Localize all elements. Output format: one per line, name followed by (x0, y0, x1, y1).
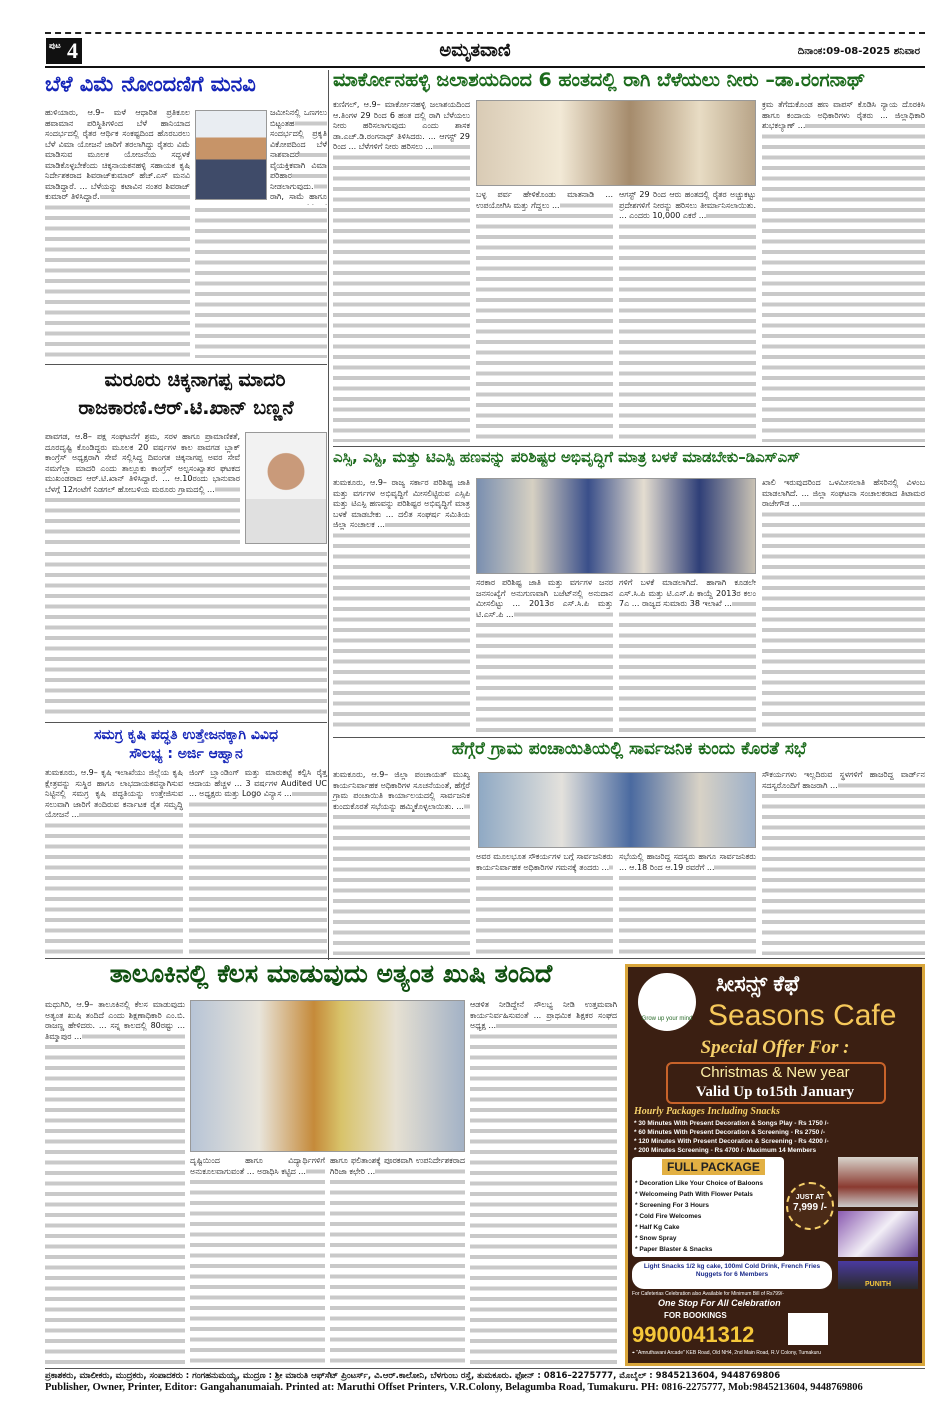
imprint-english: Publisher, Owner, Printer, Editor: Gangahanumaiah. Printed at: Maruthi Offset Printers, V.R.Colony, Belagumba Road, Tumakuru. PH: 0816-2275777, Mob:9845213604, 9448769806 (45, 1382, 863, 1393)
balloon-decor-photo (838, 1211, 918, 1257)
column-divider (328, 70, 329, 960)
article-body-col2 (476, 852, 613, 955)
article-body-col3 (619, 190, 756, 442)
article-text: ಕ್ರಮ ತೆಗೆದುಕೊಂಡ ಹಣ ವಾಪಸ್ ಕೊಡಿಸಿ ನ್ಯಾಯ ದೊರಕಿಸಿ ಹಾಗೂ ಕಂದಾಯ ಅಧಿಕಾರಿಗಳು ರೈತರು ... ಜಿಲ್ಲಾಧಿಕಾರಿ ಶುಭಕಲ್ಯಾಣ್ ... (762, 100, 925, 130)
photo-caption: PUNITH (864, 1281, 892, 1288)
article-text: ದೃಷ್ಟಿಯಿಂದ ಹಾಗೂ ವಿದ್ಯಾರ್ಥಿಗಳಿಗೆ ಅನುಕೂಲವಾಗುವಂತೆ ... ಅರಾಧಿಸಿ ಕಟ್ಟಿದ ... (190, 1156, 325, 1176)
article-body-col1 (45, 1000, 185, 1365)
brand-kannada: ಸೀಸನ್ಸ್ ಕೆಫೆ (716, 971, 800, 996)
package-item: * 120 Minutes With Present Decoration & Screening - Rs 4200 /- (634, 1138, 829, 1145)
meeting-photo (476, 100, 756, 186)
article-body-col1 (333, 100, 470, 442)
article-side-text (270, 108, 327, 203)
article-body-col4 (470, 1000, 617, 1365)
cafe-address (632, 1350, 920, 1357)
headline-taluk-work: ತಾಲೂಕಿನಲ್ಲಿ ಕೆಲಸ ಮಾಡುವುದು ಅತ್ಯಂತ ಖುಷಿ ತಂದಿದೆ (109, 959, 553, 988)
page-label: ಪುಟ (49, 41, 61, 50)
article-body-col2 (189, 768, 327, 956)
logo-tagline: Grow up your mind (641, 1016, 693, 1022)
article-text: ಅವರ ಮೂಲಭೂತ ಸೌಕರ್ಯಗಳ ಬಗ್ಗೆ ಸಾರ್ವಜನಿಕರು ಕಾರ್ಯನಿರ್ವಾಹಕ ಅಧಿಕಾರಿಗಳ ಗಮನಕ್ಕೆ ತಂದರು ... (476, 852, 613, 872)
price: 7,999 /- (793, 1202, 827, 1213)
article-text: ಪಾವಗಡ, ಆ.8– ಪಕ್ಷ ಸಂಘಟನೆಗೆ ಶ್ರಮ, ಸರಳ ಹಾಗೂ ಪ್ರಾಮಾಣಿಕತೆ, ದೂರದೃಷ್ಟಿ ಕೊಂಡಿದ್ದರು ಮೂಲಕ 20 ವರ್ಷಗಳ ಕಾಲ ಪಾವಗಡ ಬ್ಲಾಕ್ ಕಾಂಗ್ರೆಸ್ ಅಧ್ಯಕ್ಷರಾಗಿ ಸೇವೆ ಸಲ್ಲಿಸಿದ್ದ ದಿವಂಗತ ಚಿಕ್ಕನಾಗಪ್ಪ ಅವರ ಸೇವೆ ನಮಗೆಲ್ಲಾ ಮಾದರಿ ಎಂದು ತಾಲ್ಲೂಕು ಕಾಂಗ್ರೆಸ್ ಅಲ್ಪಸಂಖ್ಯಾತರ ಘಟಕದ ಮುಖಂಡರಾದ ಆರ್.ಟಿ.ಖಾನ್ ತಿಳಿಸಿದ್ದಾರೆ. ... ಆ.10ರಂದು ಭಾನುವಾರ ಬೆಳಗ್ಗೆ 12ಗಂಟೆಗೆ ನಿಡಗಲ್ ಹೋಬಳಿಯ ಮರೂರು ಗ್ರಾಮದಲ್ಲಿ ... (45, 432, 240, 494)
offer-title: Special Offer For : (700, 1037, 850, 1058)
location-pin-icon: ⌖ (632, 1350, 637, 1356)
full-package-item: * Half Kg Cake (635, 1224, 680, 1231)
portrait-photo-rt-khan (245, 432, 327, 544)
address-text: "Amruthavani Arcade" KEB Road, Old NH4, 2nd Main Road, R.V Colony, Tumakuru (636, 1350, 821, 1356)
snacks-box: Light Snacks 1/2 kg cake, 100ml Cold Drink, French Fries Nuggets for 6 Members (632, 1261, 832, 1289)
full-package-item: * Snow Spray (635, 1235, 677, 1242)
full-package-item: * Decoration Like Your Choice of Baloons (635, 1180, 763, 1187)
article-body-rt-khan (45, 432, 240, 547)
headline-dss: ಎಸ್ಸಿ, ಎಸ್ಟಿ, ಮತ್ತು ಟಿಎಸ್ಪಿ ಹಣವನ್ನು ಪರಿಶಿಷ್ಟರ ಅಭಿವೃದ್ಧಿಗೆ ಮಾತ್ರ ಬಳಕೆ ಮಾಡಬೇಕು–ಡಿಎಸ್‌ಎಸ್ (333, 448, 801, 466)
article-body-col1 (333, 770, 470, 955)
divider (333, 446, 925, 447)
article-text: ಸಭೆಯಲ್ಲಿ ಹಾಜರಿದ್ದ ಸದಸ್ಯರು ಹಾಗೂ ಸಾರ್ವಜನಿಕರು ... ಆ.18 ರಿಂದ ಆ.19 ರವರೆಗೆ ... (619, 852, 756, 872)
full-package-item: * Screening For 3 Hours (635, 1202, 710, 1209)
seasons-cafe-advertisement (625, 964, 925, 1366)
price-label: JUST AT (795, 1194, 825, 1201)
article-body-col4 (762, 100, 925, 442)
article-text: ಮಧುಗಿರಿ, ಆ.9– ತಾಲೂಕಿನಲ್ಲಿ ಕೆಲಸ ಮಾಡುವುದು ಅತ್ಯಂತ ಖುಷಿ ತಂದಿದೆ ಎಂದು ಶಿಕ್ಷಣಾಧಿಕಾರಿ ಎಂ.ಬಿ. ರಾಜಣ್ಣ ಹೇಳಿದರು. ... ಸನ್ನ ಕಾಲದಲ್ಲಿ 80ರಷ್ಟು ... ತಿಮ್ಮಾಪುರ ... (45, 1000, 185, 1041)
article-text: ತುಮಕೂರು, ಆ.9– ಜಿಲ್ಲಾ ಪಂಚಾಯತ್ ಮುಖ್ಯ ಕಾರ್ಯನಿರ್ವಾಹಕ ಅಧಿಕಾರಿಗಳ ಸೂಚನೆಯಂತೆ, ಹೆಗ್ಗೆರೆ ಗ್ರಾಮ ಪಂಚಾಯಿತಿ ಕಾರ್ಯಾಲಯದಲ್ಲಿ ಸಾರ್ವಜನಿಕ ಕುಂದುಕೊರತೆ ಸಭೆಯನ್ನು ಹಮ್ಮಿಕೊಳ್ಳಲಾಯಿತು. ... (333, 770, 470, 811)
slogan: One Stop For All Celebration (658, 1298, 781, 1308)
headline-heggere: ಹೆಗ್ಗೆರೆ ಗ್ರಾಮ ಪಂಚಾಯಿತಿಯಲ್ಲಿ ಸಾರ್ವಜನಿಕ ಕುಂದು ಕೊರತೆ ಸಭೆ (451, 739, 807, 759)
packages-title: Hourly Packages Including Snacks (634, 1106, 780, 1117)
occasion: Christmas & New year (700, 1064, 850, 1081)
headline-markonahalli: ಮಾರ್ಕೋನಹಳ್ಳಿ ಜಲಾಶಯದಿಂದ 6 ಹಂತದಲ್ಲಿ ರಾಗಿ ಬೆಳೆಯಲು ನೀರು –ಡಾ.ರಂಗನಾಥ್ (333, 69, 866, 91)
article-body-col4 (762, 770, 925, 955)
issue-date: ದಿನಾಂಕ:09-08-2025 ಶನಿವಾರ (797, 46, 920, 57)
top-dashed-rule (45, 32, 925, 34)
bookings-label: FOR BOOKINGS (664, 1311, 727, 1320)
venue-photo (838, 1157, 918, 1207)
article-text: ಗಳಿಗೆ ಬಳಕೆ ಮಾಡಲಾಗಿದೆ. ಹಾಗಾಗಿ ಕೂಡಲೇ ಎಸ್.ಸಿ.ಪಿ ಮತ್ತು ಟಿ.ಎಸ್.ಪಿ ಕಾಯ್ದೆ 2013ರ ಕಲಂ 7ಎ ... ರಾಜ್ಯದ ಸುಮಾರು 38 ಇಲಾಖೆ ... (619, 578, 756, 608)
qr-code (788, 1313, 828, 1345)
divider (45, 364, 327, 365)
headline-rt-khan-line2: ರಾಜಕಾರಣಿ.ಆರ್.ಟಿ.ಖಾನ್ ಬಣ್ಣನೆ (78, 397, 294, 419)
article-body-col2 (190, 1156, 325, 1365)
article-text: ಖಾಲಿ ಇರುವುದರಿಂದ ಒಳಮೀಸಲಾತಿ ಹೆಸರಿನಲ್ಲಿ ವಿಳಂಬ ಮಾಡಲಾಗಿದೆ. ... ಜಿಲ್ಲಾ ಸಂಘಟನಾ ಸಂಚಾಲಕರಾದ ತಿಟಾಮರ ರಾಜೇಗೌಡ ... (762, 478, 925, 508)
validity: Valid Up to15th January (695, 1084, 855, 1100)
article-body-col2 (476, 578, 613, 733)
article-text: ತುಮಕೂರು, ಆ.9– ರಾಜ್ಯ ಸರ್ಕಾರ ಪರಿಶಿಷ್ಟ ಜಾತಿ ಮತ್ತು ವರ್ಗಗಳ ಅಭಿವೃದ್ಧಿಗೆ ಮೀಸಲಿಟ್ಟಿರುವ ಎಸ್ಸಿಪಿ ಮತ್ತು ಟಿಎಸ್ಪಿ ಹಣವನ್ನು ಪರಿಶಿಷ್ಟರ ಅಭಿವೃದ್ಧಿಗೆ ಮಾತ್ರ ಬಳಕೆ ಮಾಡಬೇಕು ... ದಲಿತ ಸಂಘರ್ಷ ಸಮಿತಿಯ ಜಿಲ್ಲಾ ಸಂಚಾಲಕ ... (333, 478, 470, 529)
article-text: ತುಮಕೂರು, ಆ.9– ಕೃಷಿ ಇಲಾಖೆಯು ಜಿಲ್ಲೆಯ ಕೃಷಿ ಕ್ಷೇತ್ರವನ್ನು ಸುಸ್ಥಿರ ಹಾಗೂ ಲಾಭದಾಯಕವನ್ನಾಗಿಸುವ ನಿಟ್ಟಿನಲ್ಲಿ ಸಮಗ್ರ ಕೃಷಿ ಪದ್ಧತಿಯನ್ನು ಉತ್ತೇಜಿಸುವ ಸಲುವಾಗಿ ಜಾರಿಗೆ ತಂದಿರುವ ಕರ್ನಾಟಕ ರೈತ ಸಮೃದ್ಧಿ ಯೋಜನೆ ... (45, 768, 183, 819)
article-body-col3 (619, 852, 756, 955)
headline-crop-insurance: ಬೆಳೆ ವಿಮೆ ನೋಂದಣಿಗೆ ಮನವಿ (45, 72, 256, 96)
page-number: 4 (67, 38, 78, 63)
page-number-box (46, 38, 82, 64)
group-memorandum-photo (476, 478, 756, 574)
article-text: ಆಗಸ್ಟ್ 29 ರಿಂದ ಆರು ಹಂತದಲ್ಲಿ ರೈತರ ಅಚ್ಚುಕಟ್ಟು ಪ್ರದೇಶಗಳಿಗೆ ನೀರನ್ನು ಹರಿಸಲು ತೀರ್ಮಾನಿಸಲಾಯಿತು. ... ಎಂದರು 10,000 ಎಕರೆ ... (619, 190, 756, 220)
grievance-meeting-photo (478, 772, 756, 848)
header-rule (45, 66, 925, 68)
cafe-logo (638, 973, 696, 1031)
full-package-item: * Paper Blaster & Snacks (635, 1246, 713, 1253)
divider (45, 722, 327, 723)
article-text: ಹಾಗೂ ಫಲಿತಾಂಶಕ್ಕೆ ಪೂರಕವಾಗಿ ಉಪನಿರ್ದೇಶಕರಾದ ಗಿರಿಜಾ ಕಛೇರಿ ... (330, 1156, 465, 1176)
imprint-kannada: ಪ್ರಕಾಶಕರು, ಮಾಲೀಕರು, ಮುದ್ರಕರು, ಸಂಪಾದಕರು : ಗಂಗಹನುಮಯ್ಯ, ಮುದ್ರಣ : ಶ್ರೀ ಮಾರುತಿ ಆಫ್‌ಸೆಟ್ ಪ್ರಿಂಟರ್ಸ್, ವಿ.ಆರ್.ಕಾಲೋನಿ, ಬೆಳಗುಂಬ ರಸ್ತೆ, ತುಮಕೂರು. ಫೋನ್ : 0816–2275777, ಮೊಬೈಲ್ : 9845213604, 9448769806 (45, 1371, 781, 1381)
article-text: ಸರಕಾರ ಪರಿಶಿಷ್ಟ ಜಾತಿ ಮತ್ತು ವರ್ಗಗಳ ಜನರ ಜನಸಂಖ್ಯೆಗೆ ಅನುಗುಣವಾಗಿ ಬಜೆಟ್‌ನಲ್ಲಿ ಅನುದಾನ ಮೀಸಲಿಟ್ಟು ... 2013ರ ಎಸ್.ಸಿ.ಪಿ ಮತ್ತು ಟಿ.ಎಸ್.ಪಿ ... (476, 578, 613, 619)
divider (333, 737, 925, 738)
article-text: ಸೌಕರ್ಯಗಳು ಇಲ್ಲದಿರುವ ಸ್ಥಳಗಳಿಗೆ ಹಾಜರಿದ್ದ ವಾರ್ಡ್‌ನ ಸದಸ್ಯರೊಂದಿಗೆ ಹಾಜರಾಗಿ ... (762, 770, 925, 790)
article-body-crop-insurance (45, 108, 190, 358)
decor-photo (838, 1261, 918, 1289)
article-body-col2 (476, 190, 613, 442)
article-body-cont (195, 205, 327, 358)
footer-rule (45, 1368, 925, 1369)
full-package-box (632, 1157, 784, 1257)
brand-name: Seasons Cafe (708, 999, 897, 1032)
package-item: * 30 Minutes With Present Decoration & Songs Play - Rs 1750 /- (634, 1120, 829, 1127)
headline-integrated-farming-line1: ಸಮಗ್ರ ಕೃಷಿ ಪದ್ಧತಿ ಉತ್ತೇಜನಕ್ಕಾಗಿ ವಿವಿಧ (93, 727, 279, 743)
article-body-cont (45, 549, 327, 719)
article-text: ಕುಣಿಗಲ್, ಆ.9– ಮಾರ್ಕೋನಹಳ್ಳಿ ಜಲಾಶಯದಿಂದ ಆ.ತಿಂಗಳ 29 ರಿಂದ 6 ಹಂತ ದಲ್ಲಿ ರಾಗಿ ಬೆಳೆಯಲು ನೀರು ಹರಿಸಲಾಗುವುದು ಎಂದು ಶಾಸಕ ಡಾ.ಎಚ್.ಡಿ.ರಂಗನಾಥ್ ತಿಳಿಸಿದರು. ... ಆಗಸ್ಟ್ 29 ರಿಂದ ... ಬೆಳೆಗಳಿಗೆ ನೀರು ಹರಿಸಲು ... (333, 100, 470, 151)
article-body-col3 (619, 578, 756, 733)
article-text: ಜಿಂಗ್ ಬ್ರ್ಯಾಂಡಿಂಗ್ ಮತ್ತು ಮಾರುಕಟ್ಟೆ ಕಲ್ಪಿಸಿ ರೈತ್ತ ಆದಾಯ ಹೆಚ್ಚಳ ... 3 ವರ್ಷಗಳ Audited UC ... ಅಧ್ಯಕ್ಷರು ಮತ್ತು Logo ವಿನ್ಯಾಸ ... (189, 768, 327, 798)
article-text: ಜಮೀನಿನಲ್ಲಿ ಒಣಗಲು ಬಿಟ್ಟಂತಹ ಸಂದರ್ಭದಲ್ಲಿ ಪ್ರಕೃತಿ ವಿಕೋಪದಿಂದ ಬೆಳೆ ನಾಶವಾದರೆ ವೈಯಕ್ತಿಕವಾಗಿ ವಿಮಾ ಪರಿಹಾರ ನೀಡಲಾಗುವುದು. ರಾಗಿ, ಸಾಮೆ ಹಾಗೂ (270, 108, 327, 254)
portrait-photo-officer (195, 110, 267, 200)
full-package-title: FULL PACKAGE (662, 1159, 765, 1175)
headline-integrated-farming-line2: ಸೌಲಭ್ಯ : ಅರ್ಜಿ ಆಹ್ವಾನ (129, 746, 243, 762)
article-body-col1 (45, 768, 183, 956)
booking-phone[interactable]: 9900041312 (632, 1322, 755, 1347)
article-text: ಆಡಳಿತ ನೀಡಿದ್ದೇನೆ ಸೌಲಭ್ಯ ನೀಡಿ ಉತ್ತಮವಾಗಿ ಕಾರ್ಯನಿರ್ವಹಿಸುವಂತೆ ... ಪ್ರಾಥಮಿಕ ಶಿಕ್ಷಕರ ಸಂಘದ ಅಧ್ಯಕ್ಷ ... (470, 1000, 617, 1030)
hourly-packages-list (634, 1119, 918, 1155)
imprint-footer (45, 1370, 925, 1394)
felicitation-photo (190, 1000, 465, 1152)
full-package-item: * Welcomeing Path With Flower Petals (635, 1191, 753, 1198)
article-body-col4 (762, 478, 925, 733)
article-body-col3 (330, 1156, 465, 1365)
package-item: * 200 Minutes Screening - Rs 4700 /- Maximum 14 Members (634, 1147, 817, 1154)
package-item: * 60 Minutes With Present Decoration & Screening - Rs 2750 /- (634, 1129, 826, 1136)
full-package-item: * Cold Fire Welcomes (635, 1213, 702, 1220)
cafeteria-note: For Cafeterias Celebration also Available for Minimum Bill of Rs799/- (632, 1291, 784, 1297)
article-text: ಬಳ್ಳ ಪರ್ವ ಹೇಳಿಕೊಂಡು ಮಾತನಾಡಿ ... ಉಪಯೋಗಿಸಿ ಮತ್ತು ಗೆದ್ದಲು ... (476, 190, 613, 210)
headline-rt-khan-line1: ಮರೂರು ಚಿಕ್ಕನಾಗಪ್ಪ ಮಾದರಿ (104, 369, 286, 391)
masthead: ಅಮೃತವಾಣಿ (439, 40, 511, 61)
article-text: ಹುಳಿಯಾರು, ಆ.9– ಮಳೆ ಆಧಾರಿತ ಪ್ರತಿಕೂಲ ಹವಾಮಾನ ಪರಿಸ್ಥಿತಿಗಳಿಂದ ಬೆಳೆ ಹಾನಿಯಾದ ಸಂದರ್ಭದಲ್ಲಿ ರೈತರ ಆರ್ಥಿಕ ಸಂಕಷ್ಟದಿಂದ ಹೊರಬರಲು ಬೆಳೆ ವಿಮಾ ಯೋಜನೆ ಜಾರಿಗೆ ತರಲಾಗಿದ್ದು ರೈತರು ವಿಮೆ ಮಾಡಿಸುವ ಮೂಲಕ ಯೋಜನೆಯ ಸದ್ಬಳಕೆ ಮಾಡಿಕೊಳ್ಳಬೇಕೆಂದು ಚಿಕ್ಕನಾಯಕನಹಳ್ಳಿ ಸಹಾಯಕ ಕೃಷಿ ನಿರ್ದೇಶಕರಾದ ಶಿವರಾಜ್‌ಕುಮಾರ್ ಹೆಚ್.ಎಸ್ ಮನವಿ ಮಾಡಿದ್ದಾರೆ. ... ಬೆಳೆಯನ್ನು ಕಟಾವಿನ ನಂತರ ಶಿವರಾಜ್ ಕುಮಾರ್ ತಿಳಿಸಿದ್ದಾರೆ. (45, 108, 190, 201)
price-badge (786, 1182, 834, 1230)
article-body-col1 (333, 478, 470, 733)
